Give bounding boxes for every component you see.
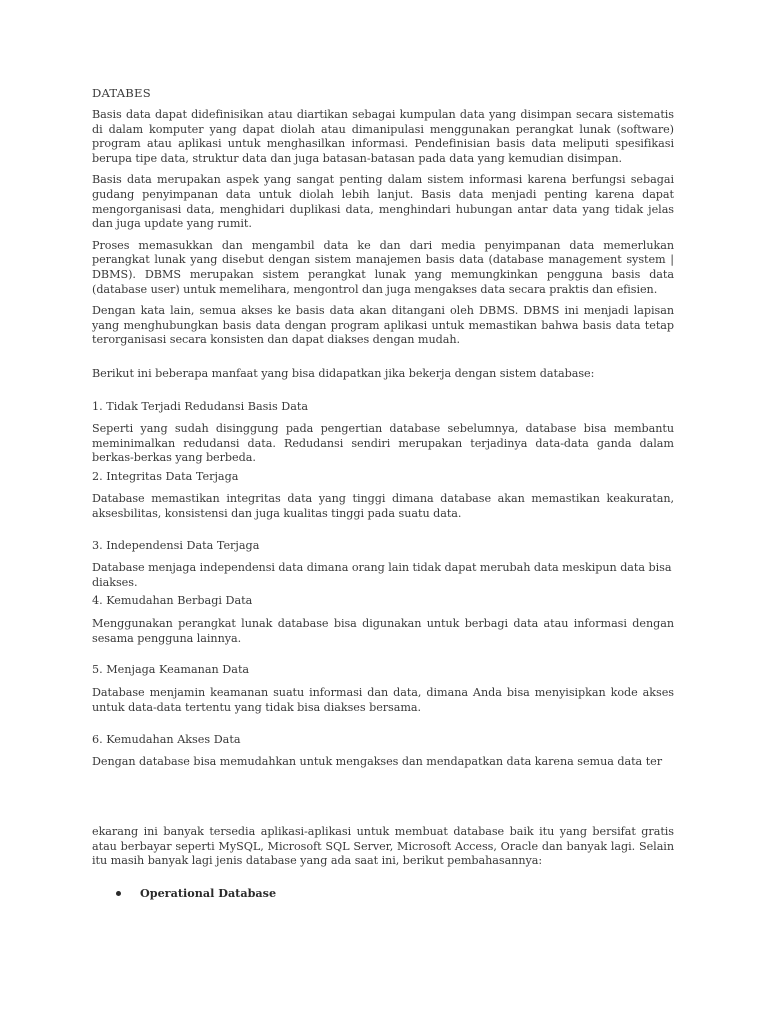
paragraph-3: Proses memasukkan dan mengambil data ke dan dari media penyimpanan data memerlukan perangkat lunak yang disebut dengan sistem manajemen basis data (database management system | DBMS). DBMS merupakan sistem perangkat lunak yang memungkinkan pengguna basis data (database user) untuk memelihara, mengontrol dan juga mengakses data secara praktis dan efisien. (92, 238, 674, 296)
document-title: DATABES (92, 86, 151, 100)
benefit-text-5: Database menjamin keamanan suatu informasi dan data, dimana Anda bisa menyisipkan kode akses untuk data-data tertentu yang tidak bisa diakses bersama. (92, 686, 674, 714)
benefit-3-body (92, 561, 674, 597)
benefit-text-4: Menggunakan perangkat lunak database bisa digunakan untuk berbagi data atau informasi dengan sesama pengguna lainnya. (92, 617, 674, 645)
benefit-heading-1: 1. Tidak Terjadi Redudansi Basis Data (92, 400, 309, 413)
benefit-6 (92, 733, 674, 747)
benefit-5-body (92, 686, 674, 722)
paragraph-1: Basis data dapat didefinisikan atau diartikan sebagai kumpulan data yang disimpan secara sistematis di dalam komputer yang dapat diolah atau dimanipulasi menggunakan perangkat lunak (software) program atau aplikasi untuk menghasilkan informasi. Pendefinisian basis data meliputi spesifikasi berupa tipe data, struktur data dan juga batasan-batasan pada data yang kemudian disimpan. (92, 108, 674, 165)
bullet-list-item (116, 886, 276, 900)
benefit-1 (92, 400, 674, 414)
benefit-4-body (92, 617, 674, 653)
benefit-heading-2: 2. Integritas Data Terjaga (92, 470, 239, 483)
benefits-intro-block (92, 367, 674, 389)
benefit-heading-5: 5. Menjaga Keamanan Data (92, 663, 250, 676)
benefit-5 (92, 663, 674, 677)
document-body (92, 86, 674, 355)
benefit-text-1: Seperti yang sudah disinggung pada pengertian database sebelumnya, database bisa membantu meminimalkan redudansi data. Redudansi sendiri merupakan terjadinya data-data ganda dalam berkas-berkas yang berbeda. (92, 422, 674, 465)
benefit-heading-6: 6. Kemudahan Akses Data (92, 733, 241, 746)
benefit-3 (92, 539, 674, 553)
benefit-heading-4: 4. Kemudahan Berbagi Data (92, 594, 253, 607)
closing-paragraph: ekarang ini banyak tersedia aplikasi-aplikasi untuk membuat database baik itu yang bersifat gratis atau berbayar seperti MySQL, Microsoft SQL Server, Microsoft Access, Oracle dan banyak lagi. Selain itu masih banyak lagi jenis database yang ada saat ini, berikut pembahasannya: (92, 825, 674, 868)
bullet-item-label: Operational Database (140, 886, 277, 900)
benefit-text-3: Database menjaga independensi data dimana orang lain tidak dapat merubah data meskipun data bisa diakses. (92, 561, 672, 589)
benefit-4 (92, 594, 674, 608)
benefit-1-body (92, 422, 674, 473)
paragraph-2: Basis data merupakan aspek yang sangat penting dalam sistem informasi karena berfungsi sebagai gudang penyimpanan data untuk diolah lebih lanjut. Basis data menjadi penting karena dapat mengorganisasi data, menghidari duplikasi data, menghindari hubungan antar data yang tidak jelas dan juga update yang rumit. (92, 173, 674, 231)
paragraph-4: Dengan kata lain, semua akses ke basis data akan ditangani oleh DBMS. DBMS ini menjadi lapisan yang menghubungkan basis data dengan program aplikasi untuk memastikan bahwa basis data tetap terorganisasi secara konsisten dan dapat diakses dengan mudah. (92, 304, 674, 347)
benefit-2 (92, 470, 674, 484)
closing-block (92, 825, 674, 876)
benefit-2-body (92, 492, 674, 528)
benefits-intro: Berikut ini beberapa manfaat yang bisa didapatkan jika bekerja dengan sistem database: (92, 367, 595, 380)
benefit-heading-3: 3. Independensi Data Terjaga (92, 539, 260, 552)
bullet-dot-icon (116, 891, 121, 896)
benefit-6-body (92, 755, 674, 777)
benefit-text-6: Dengan database bisa memudahkan untuk mengakses dan mendapatkan data karena semua data ter (92, 755, 663, 768)
benefit-text-2: Database memastikan integritas data yang tinggi dimana database akan memastikan keakuratan, aksesbilitas, konsistensi dan juga kualitas tinggi pada suatu data. (92, 492, 674, 520)
